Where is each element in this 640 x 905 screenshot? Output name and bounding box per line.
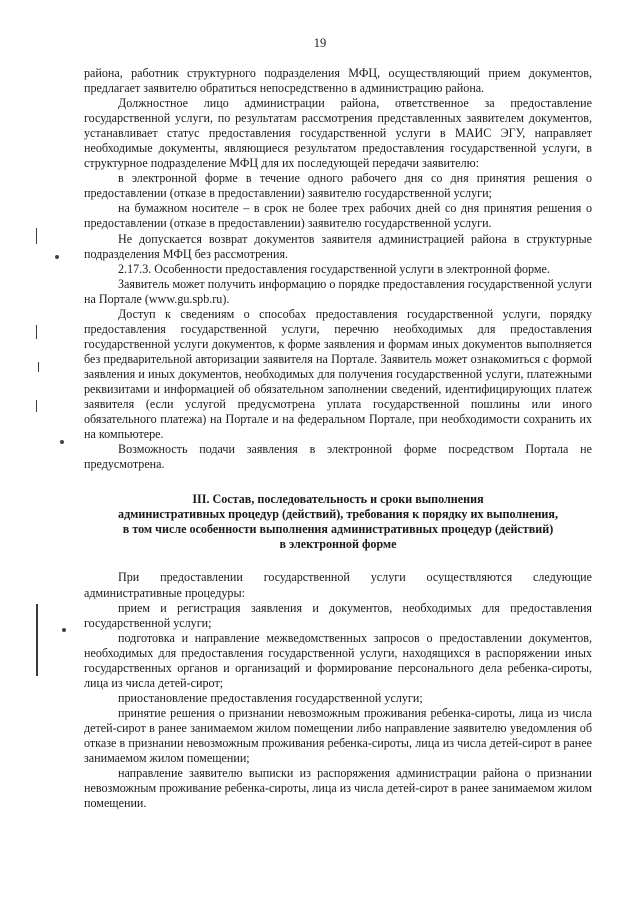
page-number: 19 <box>313 36 327 50</box>
paragraph: Должностное лицо администрации района, ответственное за предоставление государственной услуги, по результатам рассмотрения представленных заявителем документов, устанавливает статус предоставления государственной услуги в МАИС ЭГУ, направляет необходимые документы, являющиеся результатом предоставления государственной услуги, в структурное подразделение МФЦ для их последующей передачи заявителю: <box>84 96 592 171</box>
section-heading-line: административных процедур (действий), требования к порядку их выполнения, <box>118 507 558 522</box>
section-heading-line: III. Состав, последовательность и сроки выполнения <box>192 492 484 507</box>
margin-scan-mark <box>38 362 39 372</box>
paragraph: Доступ к сведениям о способах предоставления государственной услуги, порядку предоставления государственной услуги, перечню необходимых для предоставления государственной услуги документов, к форме заявления и формам иных документов выполняется без предварительной авторизации заявителя на Портале. Заявитель может ознакомиться с формой заявления и иных документов, необходимых для получения государственной услуги, платежными реквизитами и информацией об обязательном заполнении сведений, идентифицирующих платеж заявителя (если услугой предусмотрена уплата государственной пошлины или иного обязательного платежа) на Портале и на федеральном Портале, при необходимости сохранить их на компьютере. <box>84 306 592 442</box>
section-heading-line: в том числе особенности выполнения административных процедур (действий) <box>122 522 554 537</box>
paragraph: Не допускается возврат документов заявителя администрацией района в структурные подразделения МФЦ без рассмотрения. <box>84 231 592 261</box>
margin-scan-dot <box>55 255 59 259</box>
margin-scan-mark <box>36 400 37 412</box>
document-body <box>84 66 592 811</box>
paragraph: района, работник структурного подразделения МФЦ, осуществляющий прием документов, предлагает заявителю обратиться непосредственно в администрацию района. <box>84 66 592 96</box>
margin-scan-dot <box>60 440 64 444</box>
section-heading <box>84 492 592 552</box>
paragraph: 2.17.3. Особенности предоставления государственной услуги в электронной форме. <box>118 261 550 276</box>
paragraph: приостановление предоставления государственной услуги; <box>118 690 423 705</box>
paragraph: принятие решения о признании невозможным проживания ребенка-сироты, лица из числа детей-сирот в ранее занимаемом жилом помещении либо направление заявителю уведомления об отказе в признании невозможным проживания ребенка-сироты, лица из числа детей-сирот в ранее занимаемом жилом помещении; <box>84 705 592 766</box>
margin-scan-mark <box>36 325 37 339</box>
margin-scan-dot <box>62 628 66 632</box>
paragraph: направление заявителю выписки из распоряжения администрации района о признании невозможным проживание ребенка-сироты, лица из числа детей-сирот в ранее занимаемом жилом помещении. <box>84 766 592 811</box>
margin-scan-mark <box>36 604 38 676</box>
paragraph: подготовка и направление межведомственных запросов о предоставлении документов, необходимых для предоставления государственной услуги, находящихся в распоряжении иных государственных органов и организаций и формирование персонального дела ребенка-сироты, лица из числа детей-сирот; <box>84 630 592 690</box>
paragraph: на бумажном носителе – в срок не более трех рабочих дней со дня принятия решения о предоставлении (отказе в предоставлении) заявителю государственной услуги. <box>84 201 592 231</box>
paragraph: в электронной форме в течение одного рабочего дня со дня принятия решения о предоставлении (отказе в предоставлении) заявителю государственной услуги; <box>84 171 592 201</box>
paragraph: Заявитель может получить информацию о порядке предоставления государственной услуги на Портале (www.gu.spb.ru). <box>84 276 592 306</box>
paragraph: При предоставлении государственной услуги осуществляются следующие административные процедуры: <box>84 570 592 600</box>
paragraph: Возможность подачи заявления в электронной форме посредством Портала не предусмотрена. <box>84 442 592 472</box>
section-heading-line: в электронной форме <box>279 537 397 552</box>
paragraph: прием и регистрация заявления и документов, необходимых для предоставления государственной услуги; <box>84 600 592 630</box>
margin-scan-mark <box>36 228 37 244</box>
